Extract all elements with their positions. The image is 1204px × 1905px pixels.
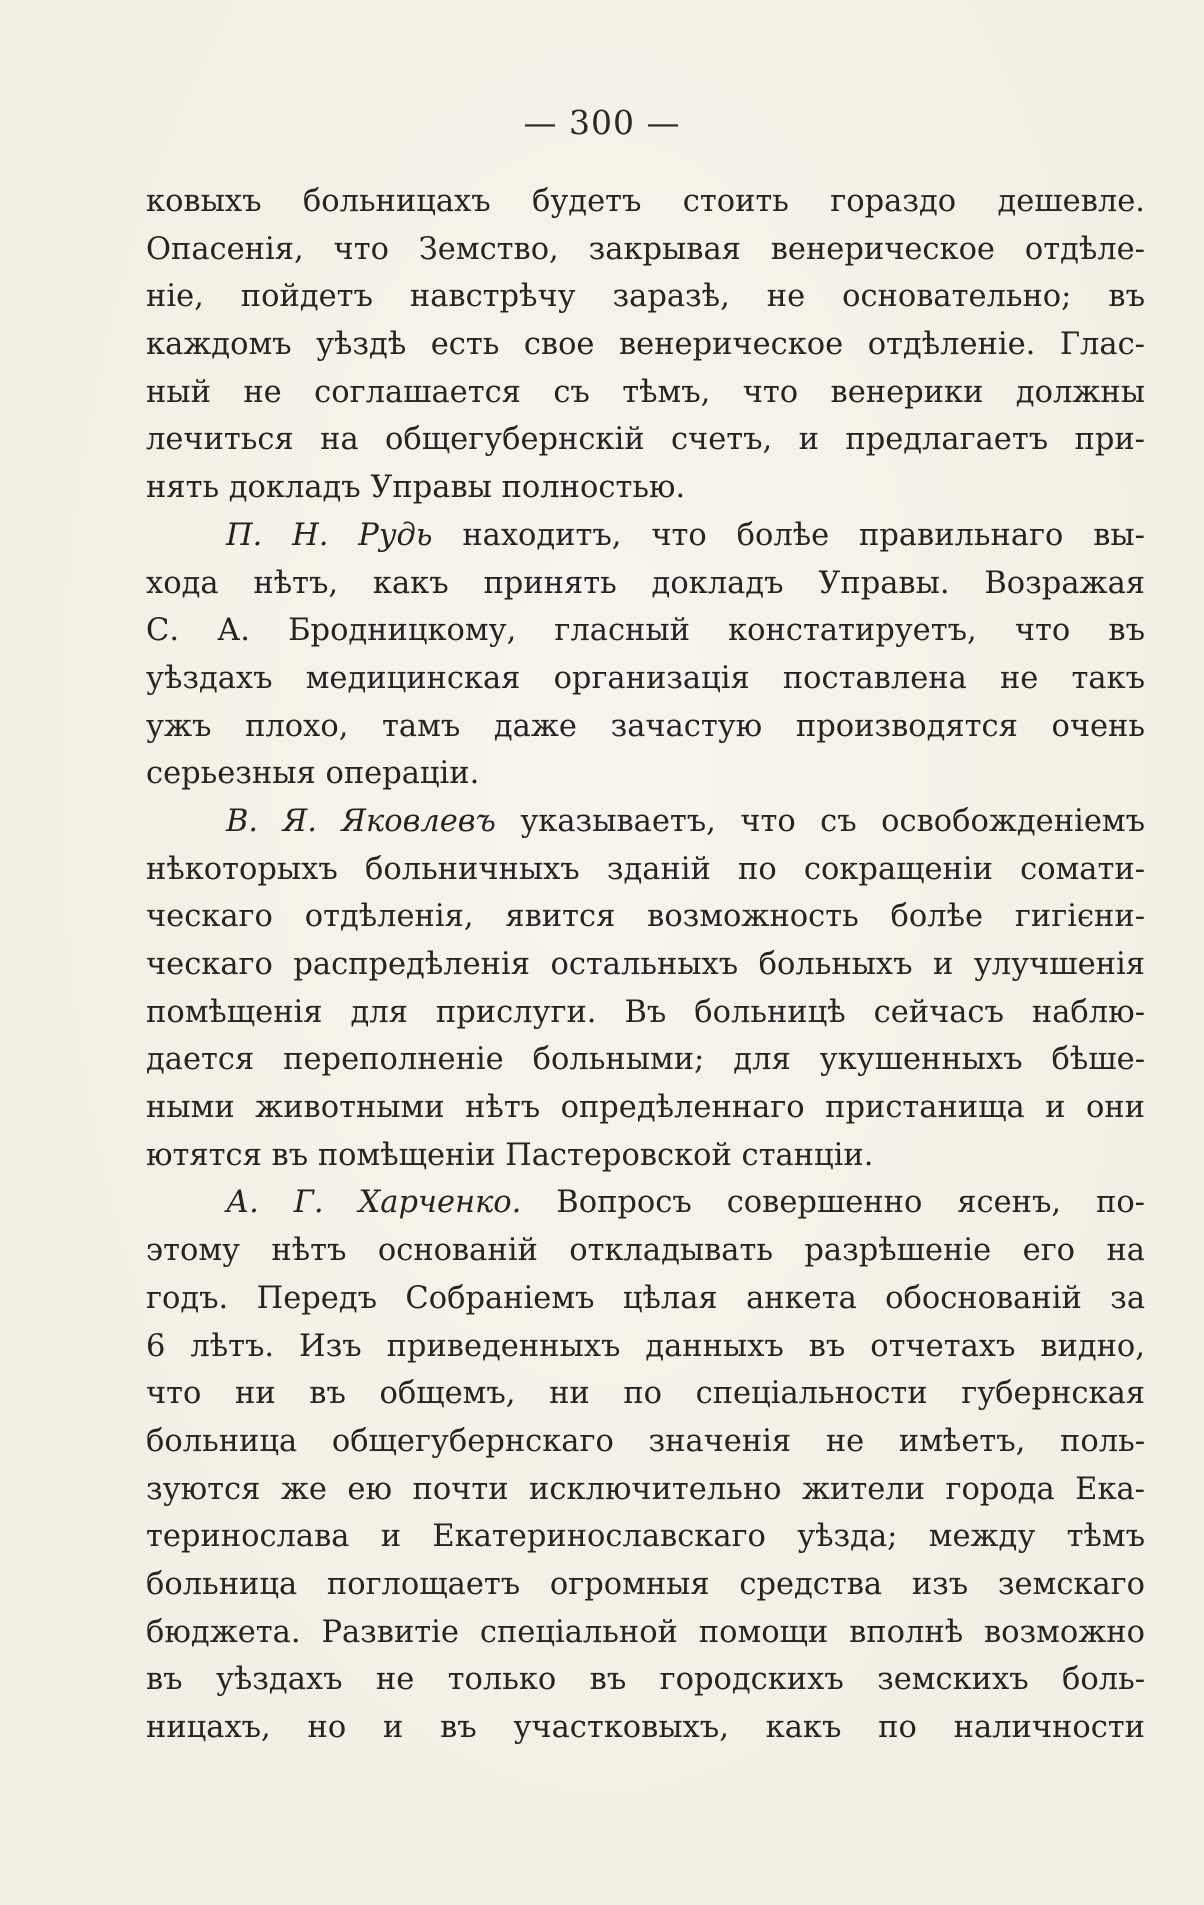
line-text: Вопросъ совершенно ясенъ, по- (521, 1185, 1145, 1221)
line-text: дается переполненіе больными; для укушенныхъ бѣше- (146, 1042, 1145, 1078)
line-text: указываетъ, что съ освобожденіемъ (495, 803, 1145, 839)
line-text: этому нѣтъ основаній откладывать разрѣшеніе его на (146, 1233, 1145, 1269)
line-text: бюджета. Развитіе спеціальной помощи вполнѣ возможно (146, 1614, 1145, 1650)
text-line (146, 226, 1145, 274)
line-text: ческаго отдѣленія, явится возможность болѣе гигієни- (146, 899, 1145, 935)
page-number: — 300 — (523, 103, 681, 142)
line-text: каждомъ уѣздѣ есть свое венерическое отдѣленіе. Глас- (146, 327, 1145, 363)
text-line (146, 1418, 1145, 1466)
text-line (146, 798, 1145, 846)
speaker-name: П. Н. Рудь (226, 517, 433, 553)
text-line (146, 750, 1145, 798)
text-line (146, 893, 1145, 941)
text-line (146, 273, 1145, 321)
text-line (146, 1227, 1145, 1275)
line-text: ный не соглашается съ тѣмъ, что венерики должны (146, 374, 1145, 410)
text-line (146, 512, 1145, 560)
text-line (146, 1656, 1145, 1704)
text-line (146, 1132, 1145, 1180)
line-text: уѣздахъ медицинская организація поставлена не такъ (146, 660, 1145, 696)
body-text (146, 178, 1145, 1752)
line-text: находитъ, что болѣе правильнаго вы- (432, 517, 1145, 553)
line-text: лечиться на общегубернскій счетъ, и предлагаетъ при- (146, 422, 1145, 458)
line-text: больница поглощаетъ огромныя средства изъ земскаго (146, 1566, 1145, 1602)
text-line (146, 416, 1145, 464)
text-line (146, 1704, 1145, 1752)
text-line (146, 560, 1145, 608)
text-line (146, 1036, 1145, 1084)
line-text: С. А. Бродницкому, гласный констатируетъ, что въ (146, 613, 1145, 649)
text-line (146, 1513, 1145, 1561)
line-text: серьезныя операціи. (146, 756, 480, 792)
text-line (146, 1084, 1145, 1132)
line-text: ческаго распредѣленія остальныхъ больныхъ и улучшенія (146, 947, 1145, 982)
line-text: 6 лѣтъ. Изъ приведенныхъ данныхъ въ отчетахъ видно, (146, 1328, 1145, 1364)
line-text: нять докладъ Управы полностью. (146, 470, 686, 506)
line-text: годъ. Передъ Собраніемъ цѣлая анкета обоснованій за (146, 1280, 1145, 1316)
text-line (146, 1370, 1145, 1418)
text-line (146, 607, 1145, 655)
text-line (146, 321, 1145, 369)
text-line (146, 989, 1145, 1037)
text-line (146, 1323, 1145, 1371)
line-text: ужъ плохо, тамъ даже зачастую производятся очень (146, 708, 1145, 744)
line-text: помѣщенія для прислуги. Въ больницѣ сейчасъ наблю- (146, 994, 1145, 1030)
text-line (146, 1466, 1145, 1514)
line-text: что ни въ общемъ, ни по спеціальности губернская (146, 1376, 1145, 1412)
line-text: больница общегубернскаго значенія не имѣетъ, поль- (146, 1423, 1145, 1459)
line-text: ными животными нѣтъ опредѣленнаго пристанища и они (146, 1090, 1145, 1126)
speaker-name: А. Г. Харченко. (226, 1185, 522, 1221)
line-text: нѣкоторыхъ больничныхъ зданій по сокращеніи сомати- (146, 851, 1145, 887)
line-text: теринослава и Екатеринославскаго уѣзда; между тѣмъ (146, 1519, 1145, 1555)
text-line (146, 655, 1145, 703)
line-text: ницахъ, но и въ участковыхъ, какъ по наличности (146, 1710, 1145, 1745)
text-line (146, 369, 1145, 417)
line-text: ніе, пойдетъ навстрѣчу заразѣ, не основательно; въ (146, 279, 1145, 315)
text-line (146, 846, 1145, 894)
line-text: Опасенія, что Земство, закрывая венерическое отдѣле- (146, 231, 1145, 267)
text-line (146, 941, 1145, 989)
line-text: зуются же ею почти исключительно жители города Ека- (146, 1471, 1145, 1507)
text-line (146, 464, 1145, 512)
text-line (146, 1179, 1145, 1227)
text-line (146, 703, 1145, 751)
line-text: ковыхъ больницахъ будетъ стоить гораздо дешевле. (146, 184, 1145, 219)
line-text: въ уѣздахъ не только въ городскихъ земскихъ боль- (146, 1662, 1145, 1698)
text-line (146, 1561, 1145, 1609)
text-line (146, 1609, 1145, 1657)
line-text: ютятся въ помѣщеніи Пастеровской станціи. (146, 1137, 874, 1173)
text-line (146, 1275, 1145, 1323)
text-line (146, 178, 1145, 226)
line-text: хода нѣтъ, какъ принять докладъ Управы. Возражая (146, 565, 1145, 601)
speaker-name: В. Я. Яковлевъ (226, 803, 496, 839)
